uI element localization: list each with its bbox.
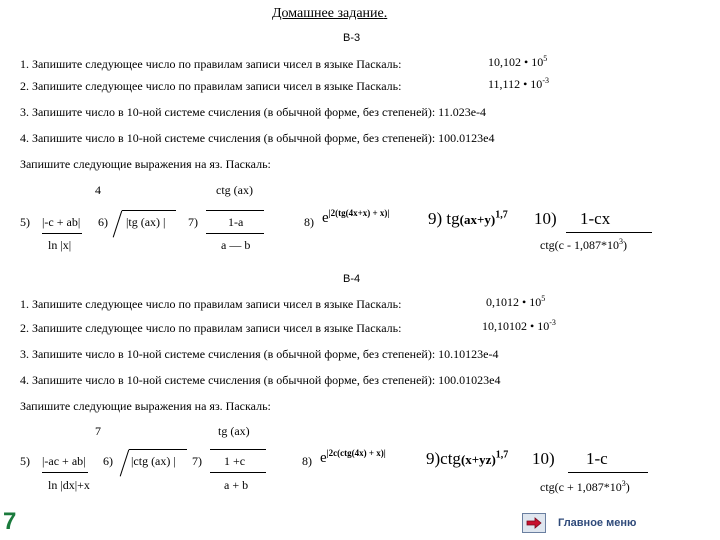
main-menu-button[interactable] [522, 512, 712, 534]
b3-task-1-value: 10,102 • $10^5$ [488, 54, 548, 69]
b3-e7-denominator: a — b [221, 238, 251, 252]
b4-e7-top: tg (ax) [218, 424, 250, 438]
b4-e7-mid: 1 +c [224, 454, 246, 468]
b4-e7-fraction-bar [210, 472, 266, 473]
b3-e9: 9) $tg(ax+y)^{1,7}$ [428, 209, 508, 228]
b4-expr-5-label: 5) [20, 454, 30, 468]
b3-task-3: 3. Запишите число в 10-ной системе счисления (в обычной форме, без степеней): 11.023e-4 [20, 105, 487, 119]
b4-expr-8-label: 8) [302, 454, 312, 468]
b3-expr-6-label: 6) [98, 215, 108, 229]
b3-e8: $e^{|2(tg(4x+x) + x)|}$ [322, 208, 390, 226]
b3-e6-root-stroke [113, 211, 123, 238]
b4-task-1: 1. Запишите следующее число по правилам записи чисел в языке Паскаль: [20, 297, 402, 311]
b3-e5-numerator: 4 [95, 183, 101, 197]
b4-e5-numerator: 7 [95, 424, 101, 438]
b4-e5-fraction-bar [42, 472, 88, 473]
b3-e10-numerator: 1-cx [580, 209, 611, 228]
b4-e6-root-bar [129, 449, 187, 450]
b4-task-2: 2. Запишите следующее число по правилам записи чисел в языке Паскаль: [20, 321, 402, 335]
b3-expr-8-label: 8) [304, 215, 314, 229]
b4-e10-label: 10) [532, 449, 555, 468]
b4-e5-denominator: ln |dx|+x [48, 478, 90, 492]
b3-e7-top: ctg (ax) [216, 183, 253, 197]
b4-e6-root-stroke [120, 450, 130, 477]
b4-e5-abs: |-ac + ab| [42, 454, 86, 468]
b4-e10-numerator: 1-c [586, 449, 608, 468]
b3-task-1: 1. Запишите следующее число по правилам записи чисел в языке Паскаль: [20, 57, 402, 71]
page-title: Домашнее задание. [272, 6, 388, 21]
b3-e5-fraction-bar [42, 233, 82, 234]
b4-task-4: 4. Запишите число в 10-ной системе счисления (в обычной форме, без степеней): 100.01023e4 [20, 373, 501, 387]
arrow-right-icon [522, 513, 546, 533]
variant-label-b3: В-3 [343, 32, 361, 44]
b4-task-2-value: 10,10102 • $10^{-3}$ [482, 318, 556, 333]
b3-e7-top-bar [206, 210, 264, 211]
page-number: 7 [3, 508, 17, 535]
b4-e7-top-bar [210, 449, 266, 450]
b4-e7-denominator: a + b [224, 478, 249, 492]
b4-e8: $e^{|2c(ctg(4x) + x)|}$ [320, 448, 386, 466]
main-menu-label: Главное меню [558, 517, 637, 529]
b3-e5-abs: |-c + ab| [42, 215, 81, 229]
b3-e7-mid: 1-a [228, 215, 244, 229]
b3-expr-7-label: 7) [188, 215, 198, 229]
b3-e6-expr: |tg (ax) | [126, 215, 166, 229]
b3-task-2: 2. Запишите следующее число по правилам записи чисел в языке Паскаль: [20, 79, 402, 93]
b3-task-5: Запишите следующие выражения на яз. Паскаль: [20, 157, 271, 171]
b3-e10-denominator: $ctg(c - 1,087*10^3)$ [540, 237, 627, 252]
b4-expr-7-label: 7) [192, 454, 202, 468]
b4-task-1-value: 0,1012 • $10^5$ [486, 294, 546, 309]
b3-task-2-value: 11,112 • $10^{-3}$ [488, 76, 549, 91]
variant-label-b4: В-4 [343, 273, 361, 285]
b3-expr-5-label: 5) [20, 215, 30, 229]
b3-e10-fraction-bar [566, 232, 652, 233]
b4-task-5: Запишите следующие выражения на яз. Паскаль: [20, 399, 271, 413]
b4-task-3: 3. Запишите число в 10-ной системе счисления (в обычной форме, без степеней): 10.10123e-4 [20, 347, 499, 361]
b4-expr-6-label: 6) [103, 454, 113, 468]
b3-e10-label: 10) [534, 209, 557, 228]
b3-e5-denominator: ln |x| [48, 238, 72, 252]
b3-e6-root-bar [122, 210, 176, 211]
b4-e10-denominator: $ctg(c + 1,087*10^3)$ [540, 479, 630, 494]
b4-e6-expr: |ctg (ax) | [131, 454, 176, 468]
b3-task-4: 4. Запишите число в 10-ной системе счисления (в обычной форме, без степеней): 100.0123e4 [20, 131, 495, 145]
b4-e10-fraction-bar [568, 472, 648, 473]
b4-e9: $9)ctg(x+yz)^{1,7}$ [426, 449, 509, 468]
b3-e7-fraction-bar [206, 233, 264, 234]
